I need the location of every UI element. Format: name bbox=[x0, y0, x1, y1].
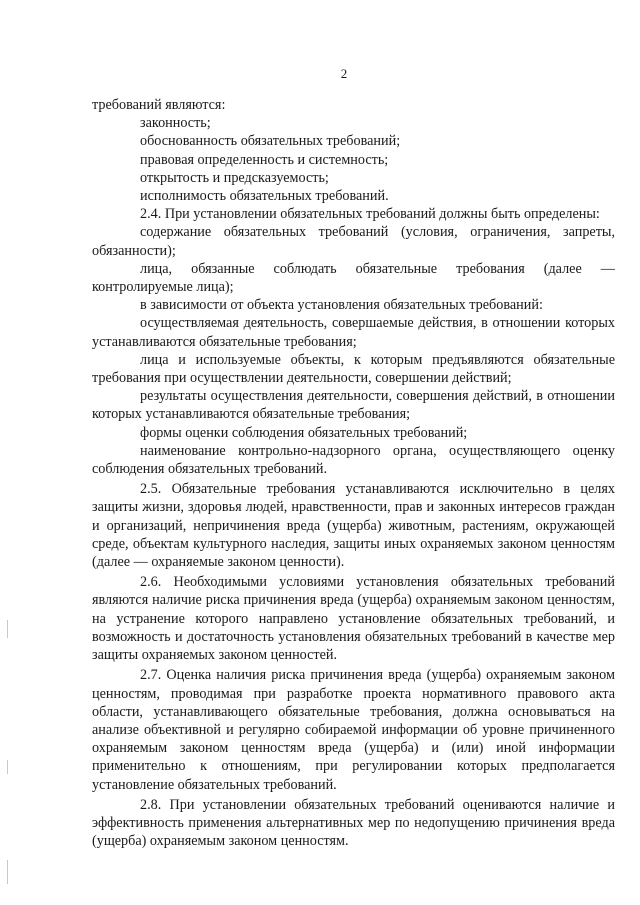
list-item-objects: лица и используемые объекты, к которым предъявляются обязательные требования при осуществлении деятельности, совершении действий; bbox=[92, 351, 615, 387]
list-item-control-body: наименование контрольно-надзорного органа, осуществляющего оценку соблюдения обязательных требований. bbox=[92, 442, 615, 478]
list-item-assessment-forms: формы оценки соблюдения обязательных требований; bbox=[140, 424, 468, 441]
list-item-object-dependence: в зависимости от объекта установления обязательных требований: bbox=[140, 297, 543, 314]
paragraph-2-7: 2.7. Оценка наличия риска причинения вреда (ущерба) охраняемым законом ценностям, проводимая при разработке проекта нормативного правового акта области, устанавливающего обязательные требования, должна основываться на анализе объективной и регулярно собираемой информации об уровне причиненного охраняемым законом ценностям вреда (ущерба) и (или) иной информации применительно к отношениям, при регулировании которых предполагается установление обязательных требований. bbox=[92, 667, 615, 793]
list-item-validity: обоснованность обязательных требований; bbox=[140, 133, 401, 150]
list-item-legality: законность; bbox=[140, 115, 211, 132]
list-item-persons: лица, обязанные соблюдать обязательные требования (далее — контролируемые лица); bbox=[92, 260, 615, 296]
scan-margin-mark bbox=[7, 620, 8, 638]
list-item-content: содержание обязательных требований (условия, ограничения, запреты, обязанности); bbox=[92, 224, 615, 259]
list-item-enforceability: исполнимость обязательных требований. bbox=[140, 188, 389, 205]
scan-margin-mark bbox=[7, 760, 8, 774]
list-item-results: результаты осуществления деятельности, совершения действий, в отношении которых устанавливаются обязательные требования; bbox=[92, 388, 615, 423]
paragraph-2-6: 2.6. Необходимыми условиями установления обязательных требований являются наличие риска причинения вреда (ущерба) охраняемым законом ценностям, на устранение которого направлено установление обязательных требований, и возможность и достаточность установления обязательных требований в качестве мер защиты охраняемых законом ценностей. bbox=[92, 574, 615, 664]
page-number: 2 bbox=[340, 66, 348, 81]
paragraph-2-5: 2.5. Обязательные требования устанавливаются исключительно в целях защиты жизни, здоровья людей, нравственности, прав и законных интересов граждан и организаций, непричинения вреда (ущерба) животным, растениям, окружающей среде, объектам культурного наследия, защиты иных охраняемых законом ценностям (далее — охраняемые законом ценности). bbox=[92, 481, 615, 571]
list-item-activity: осуществляемая деятельность, совершаемые действия, в отношении которых устанавливаются обязательные требования; bbox=[92, 315, 615, 350]
list-item-openness: открытость и предсказуемость; bbox=[140, 169, 329, 186]
scan-margin-mark bbox=[7, 860, 8, 884]
document-body bbox=[92, 96, 615, 850]
paragraph-2-4: 2.4. При установлении обязательных требований должны быть определены: bbox=[140, 206, 600, 223]
paragraph-2-8: 2.8. При установлении обязательных требований оцениваются наличие и эффективность применения альтернативных мер по недопущению причинения вреда (ущерба) охраняемым законом ценностям. bbox=[92, 796, 615, 850]
list-item-certainty: правовая определенность и системность; bbox=[140, 151, 389, 168]
paragraph-intro: требований являются: bbox=[92, 97, 226, 113]
